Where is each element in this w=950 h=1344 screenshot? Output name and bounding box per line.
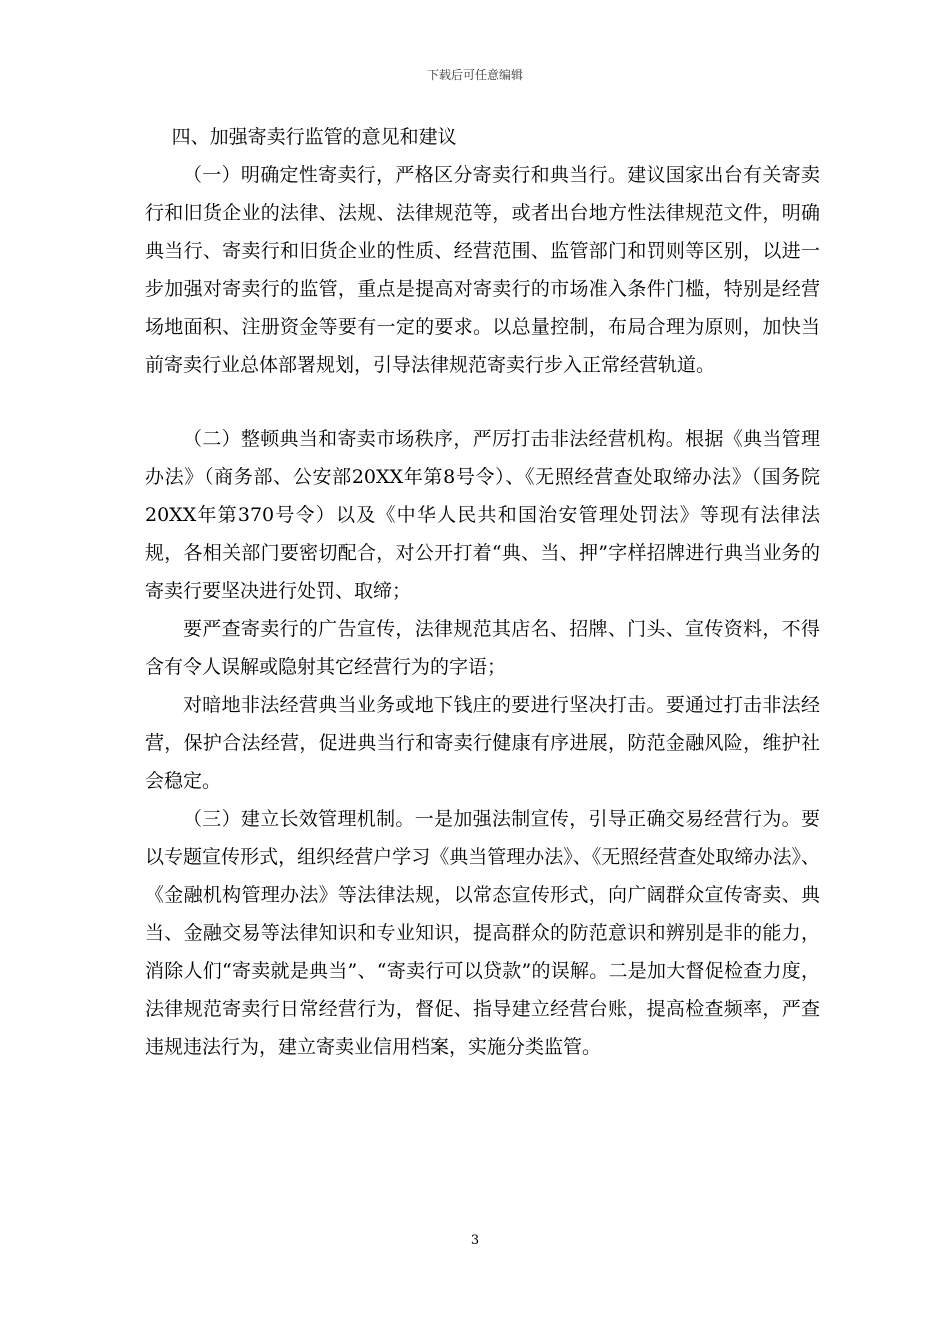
paragraph-3: 要严查寄卖行的广告宣传，法律规范其店名、招牌、门头、宣传资料，不得含有令人误解或隐射其它经营行为的字语； — [145, 618, 820, 678]
document-body — [145, 118, 820, 1066]
page-number: 3 — [470, 1233, 480, 1248]
paragraph-1: （一）明确定性寄卖行，严格区分寄卖行和典当行。建议国家出台有关寄卖行和旧货企业的法律、法规、法律规范等，或者出台地方性法律规范文件，明确典当行、寄卖行和旧货企业的性质、经营范围、监管部门和罚则等区别，以进一步加强对寄卖行的监管，重点是提高对寄卖行的市场准入条件门槛，特别是经营场地面积、注册资金等要有一定的要求。以总量控制，布局合理为原则，加快当前寄卖行业总体部署规划，引导法律规范寄卖行步入正常经营轨道。 — [145, 164, 820, 376]
paragraph-5: （三）建立长效管理机制。一是加强法制宣传，引导正确交易经营行为。要以专题宣传形式，组织经营户学习《典当管理办法》、《无照经营查处取缔办法》、《金融机构管理办法》等法律法规，以常态宣传形式，向广阔群众宣传寄卖、典当、金融交易等法律知识和专业知识，提高群众的防范意识和辨别是非的能力，消除人们“寄卖就是典当”、“寄卖行可以贷款”的误解。二是加大督促检查力度，法律规范寄卖行日常经营行为，督促、指导建立经营台账，提高检查频率，严查违规违法行为，建立寄卖业信用档案，实施分类监管。 — [145, 808, 820, 1058]
page-header: 下载后可任意编辑 — [426, 68, 523, 82]
paragraph-2: （二）整顿典当和寄卖市场秩序，严厉打击非法经营机构。根据《典当管理办法》（商务部、公安部20XX年第8号令）、《无照经营查处取缔办法》（国务院20XX年第370号令）以及《中华人民共和国治安管理处罚法》等现有法律法规，各相关部门要密切配合，对公开打着“典、当、押”字样招牌进行典当业务的寄卖行要坚决进行处罚、取缔； — [145, 428, 820, 602]
section-title: 四、加强寄卖行监管的意见和建议 — [171, 126, 457, 148]
paragraph-4: 对暗地非法经营典当业务或地下钱庄的要进行坚决打击。要通过打击非法经营，保护合法经营，促进典当行和寄卖行健康有序进展，防范金融风险，维护社会稳定。 — [145, 694, 820, 792]
